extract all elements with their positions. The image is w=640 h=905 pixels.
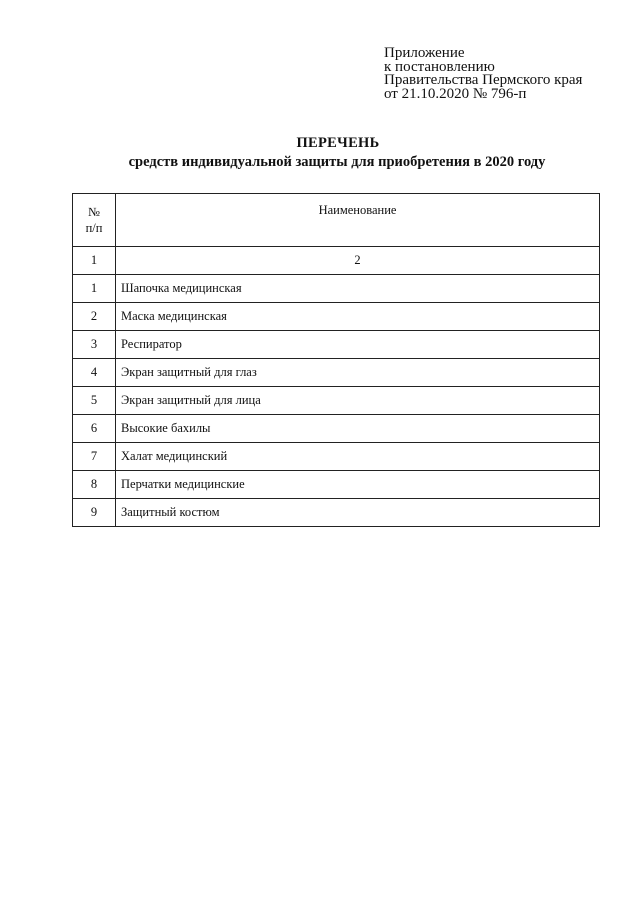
row-number: 3 <box>73 331 116 359</box>
row-name: Экран защитный для лица <box>116 387 600 415</box>
row-number: 2 <box>73 303 116 331</box>
row-number: 9 <box>73 499 116 527</box>
table-row <box>73 275 600 303</box>
table-row <box>73 443 600 471</box>
row-number: 8 <box>73 471 116 499</box>
row-name: Высокие бахилы <box>116 415 600 443</box>
table-header-row <box>73 194 600 247</box>
row-name: Перчатки медицинские <box>116 471 600 499</box>
header-number-symbol: № <box>88 205 100 219</box>
column-numbering-row <box>73 247 600 275</box>
appendix-line: Приложение <box>384 45 465 61</box>
row-name: Респиратор <box>116 331 600 359</box>
appendix-date-line: от 21.10.2020 № 796-п <box>384 85 527 102</box>
table-row <box>73 387 600 415</box>
table-row <box>73 471 600 499</box>
numbering-cell: 1 <box>73 247 116 275</box>
document-title: ПЕРЕЧЕНЬ <box>296 135 380 151</box>
row-number: 4 <box>73 359 116 387</box>
row-name: Экран защитный для глаз <box>116 359 600 387</box>
row-number: 6 <box>73 415 116 443</box>
row-number: 5 <box>73 387 116 415</box>
appendix-line: Правительства Пермского края <box>384 72 583 88</box>
appendix-line: к постановлению <box>384 58 495 75</box>
row-name: Защитный костюм <box>116 499 600 527</box>
row-name: Шапочка медицинская <box>116 275 600 303</box>
table-row <box>73 499 600 527</box>
row-name: Халат медицинский <box>116 443 600 471</box>
appendix-block <box>384 47 582 101</box>
table-row <box>73 331 600 359</box>
table-row <box>73 359 600 387</box>
numbering-cell: 2 <box>116 247 600 275</box>
row-number: 1 <box>73 275 116 303</box>
header-name-cell: Наименование <box>116 194 600 247</box>
row-name: Маска медицинская <box>116 303 600 331</box>
header-number-cell <box>73 194 116 247</box>
row-number: 7 <box>73 443 116 471</box>
table-row <box>73 415 600 443</box>
table-row <box>73 303 600 331</box>
items-table <box>72 193 600 527</box>
header-number-abbr: п/п <box>85 221 103 235</box>
document-subtitle: средств индивидуальной защиты для приобретения в 2020 году <box>128 154 546 170</box>
